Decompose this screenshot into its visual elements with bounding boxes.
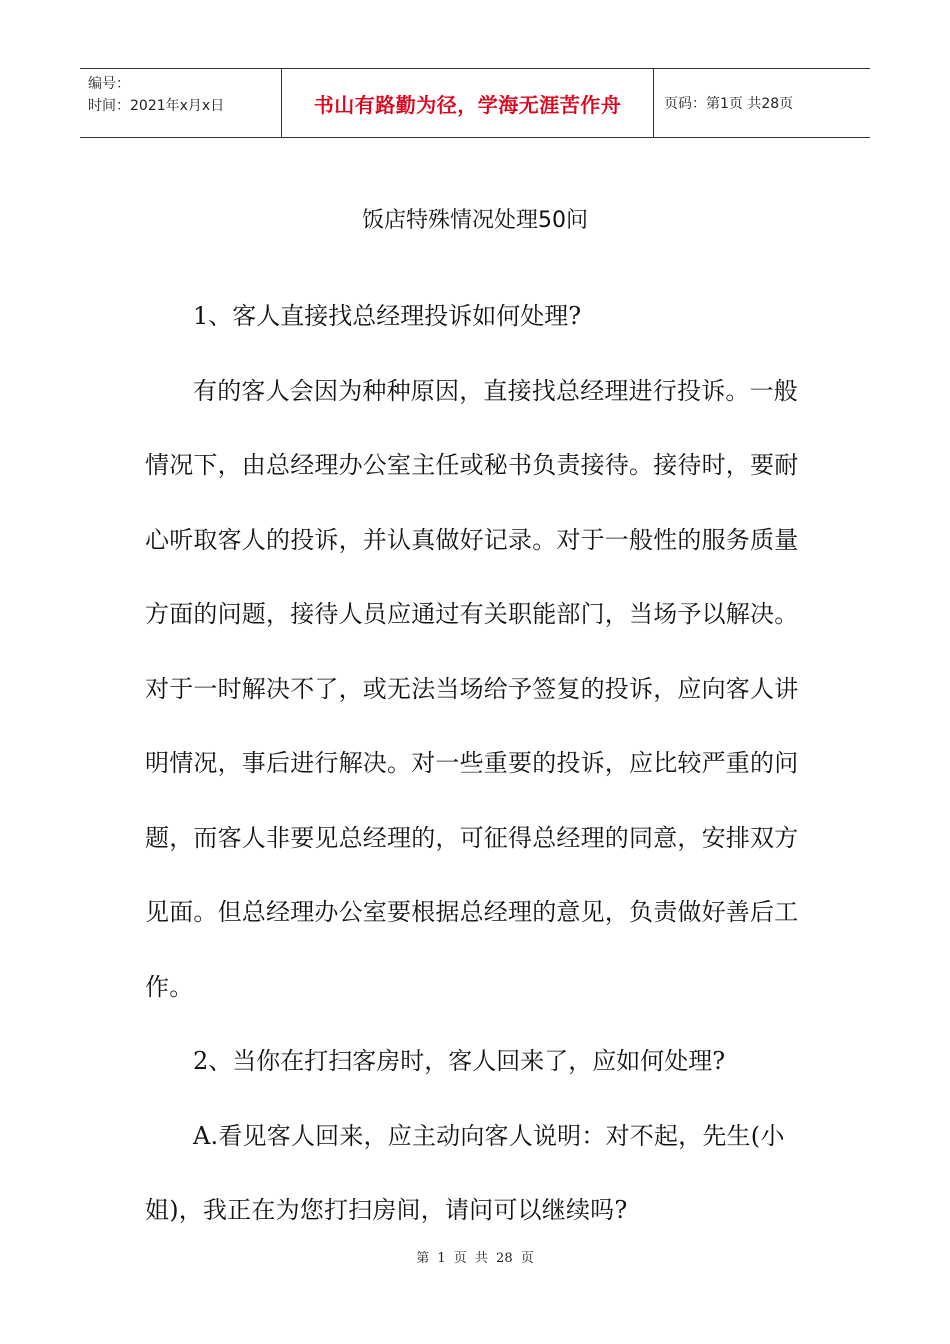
- section-paragraph: A.看见客人回来，应主动向客人说明：对不起，先生(小姐)，我正在为您打扫房间，请问可以继续吗?: [145, 1121, 785, 1224]
- motto-text: 书山有路勤为径，学海无涯苦作舟: [313, 92, 622, 117]
- serial-label: 编号：: [88, 76, 130, 92]
- document-title: 饭店特殊情况处理50问: [362, 208, 588, 233]
- header-table: [80, 68, 870, 138]
- section-heading: 2、当你在打扫客房时，客人回来了，应如何处理?: [193, 1047, 726, 1075]
- page-footer: 第 1 页 共 28 页: [416, 1251, 534, 1266]
- header-page-info: 页码：第1页 共28页: [664, 96, 794, 112]
- section-heading: 1、客人直接找总经理投诉如何处理?: [193, 302, 582, 330]
- header-motto-cell: [282, 69, 654, 137]
- header-meta-cell: [80, 69, 282, 137]
- document-body: [145, 279, 813, 1248]
- date-label: 时间：2021年x月x日: [88, 98, 225, 114]
- section-paragraph: 有的客人会因为种种原因，直接找总经理进行投诉。一般情况下，由总经理办公室主任或秘书负责接待。接待时，要耐心听取客人的投诉，并认真做好记录。对于一般性的服务质量方面的问题，接待人员应通过有关职能部门，当场予以解决。对于一时解决不了，或无法当场给予签复的投诉，应向客人讲明情况，事后进行解决。对一些重要的投诉，应比较严重的问题，而客人非要见总经理的，可征得总经理的同意，安排双方见面。但总经理办公室要根据总经理的意见，负责做好善后工作。: [145, 376, 799, 1001]
